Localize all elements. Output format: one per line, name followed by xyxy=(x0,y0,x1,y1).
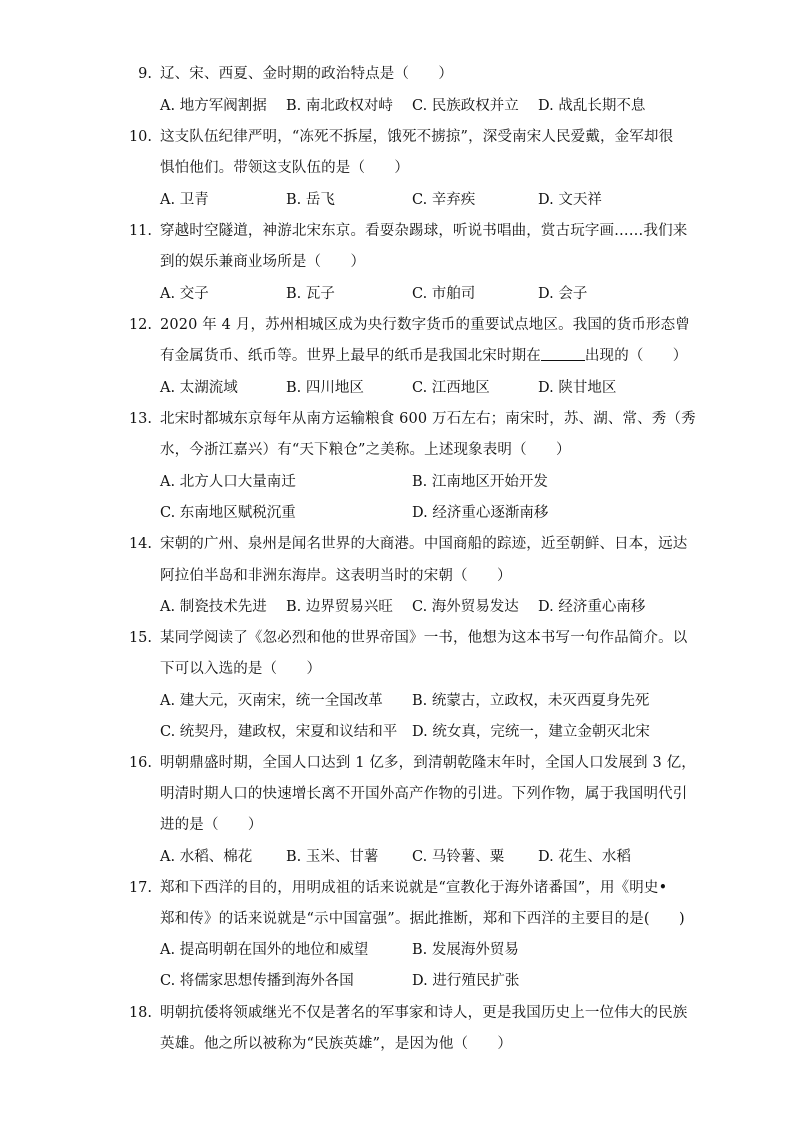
option-d: D. 文天祥 xyxy=(538,192,602,208)
question-stem xyxy=(160,345,688,367)
question-16-line-2 xyxy=(0,783,793,805)
question-11-options xyxy=(0,283,793,305)
question-stem: 辽、宋、西夏、金时期的政治特点是（ ） xyxy=(160,66,453,82)
question-16-options xyxy=(0,846,793,868)
answer-blank xyxy=(541,346,585,361)
question-stem: 到的娱乐兼商业场所是（ ） xyxy=(160,254,366,270)
option-d: D. 花生、水稻 xyxy=(538,849,631,865)
question-stem: 明朝抗倭将领戚继光不仅是著名的军事家和诗人，更是我国历史上一位伟大的民族 xyxy=(160,1005,688,1021)
option-b: B. 岳飞 xyxy=(286,192,335,208)
option-a: A. 水稻、棉花 xyxy=(160,849,253,865)
question-stem: 宋朝的广州、泉州是闻名世界的大商港。中国商船的踪迹，近至朝鲜、日本，远达 xyxy=(160,536,688,552)
option-c: C. 将儒家思想传播到海外各国 xyxy=(160,973,354,989)
question-18-line-1 xyxy=(0,1002,793,1024)
question-number: 15. xyxy=(128,630,152,646)
option-c: C. 统契丹，建政权，宋夏和议结和平 xyxy=(160,724,398,740)
question-stem: 明朝鼎盛时期，全国人口达到 1 亿多，到清朝乾隆末年时，全国人口发展到 3 亿， xyxy=(160,755,696,771)
question-stem: 郑和传》的话来说就是“示中国富强”。据此推断，郑和下西洋的主要目的是( ) xyxy=(160,911,685,927)
question-17-options-1 xyxy=(0,939,793,961)
question-stem: 北宋时都城东京每年从南方运输粮食 600 万石左右；南宋时，苏、湖、常、秀（秀 xyxy=(160,411,696,427)
option-b: B. 统蒙古，立政权，未灭西夏身先死 xyxy=(412,693,650,709)
option-c: C. 市舶司 xyxy=(412,286,476,302)
question-13-options-2 xyxy=(0,502,793,524)
question-9-line-1 xyxy=(0,63,793,85)
question-stem: 进的是（ ） xyxy=(160,817,263,833)
question-16-line-1 xyxy=(0,752,793,774)
option-b: B. 四川地区 xyxy=(286,380,364,396)
option-b: B. 玉米、甘薯 xyxy=(286,849,379,865)
question-12-line-2 xyxy=(0,345,793,367)
question-14-line-2 xyxy=(0,565,793,587)
option-b: B. 发展海外贸易 xyxy=(412,942,519,958)
option-a: A. 太湖流域 xyxy=(160,380,238,396)
question-11-line-1 xyxy=(0,220,793,242)
question-17-options-2 xyxy=(0,970,793,992)
question-number: 16. xyxy=(128,755,152,771)
question-number: 13. xyxy=(128,411,152,427)
stem-text: 出现的（ ） xyxy=(584,348,688,364)
option-a: A. 提高明朝在国外的地位和威望 xyxy=(160,942,369,958)
question-10-line-2 xyxy=(0,157,793,179)
option-a: A. 建大元，灭南宋，统一全国改革 xyxy=(160,693,383,709)
question-11-line-2 xyxy=(0,251,793,273)
option-c: C. 民族政权并立 xyxy=(412,98,519,114)
question-stem: 阿拉伯半岛和非洲东海岸。这表明当时的宋朝（ ） xyxy=(160,568,512,584)
question-stem: 惧怕他们。带领这支队伍的是（ ） xyxy=(160,160,410,176)
question-stem: 穿越时空隧道，神游北宋东京。看耍杂踢球，听说书唱曲，赏古玩字画……我们来 xyxy=(160,223,688,239)
question-number: 18. xyxy=(128,1005,152,1021)
question-10-line-1 xyxy=(0,126,793,148)
question-13-options-1 xyxy=(0,471,793,493)
option-d: D. 进行殖民扩张 xyxy=(412,973,520,989)
question-number: 11. xyxy=(128,223,152,239)
question-9-options xyxy=(0,95,793,117)
option-a: A. 北方人口大量南迁 xyxy=(160,474,296,490)
question-stem: 郑和下西洋的目的，用明成祖的话来说就是“宣教化于海外诸番国”，用《明史• xyxy=(160,880,668,896)
question-number: 10. xyxy=(128,129,152,145)
option-b: B. 瓦子 xyxy=(286,286,335,302)
question-stem: 英雄。他之所以被称为“民族英雄”，是因为他（ ） xyxy=(160,1036,513,1052)
option-b: B. 边界贸易兴旺 xyxy=(286,599,393,615)
option-c: C. 海外贸易发达 xyxy=(412,599,519,615)
option-d: D. 陕甘地区 xyxy=(538,380,617,396)
option-d: D. 战乱长期不息 xyxy=(538,98,646,114)
option-b: B. 南北政权对峙 xyxy=(286,98,393,114)
question-14-options xyxy=(0,596,793,618)
question-18-line-2 xyxy=(0,1033,793,1055)
question-17-line-2 xyxy=(0,908,793,930)
option-c: C. 马铃薯、粟 xyxy=(412,849,505,865)
question-stem: 2020 年 4 月，苏州相城区成为央行数字货币的重要试点地区。我国的货币形态曾 xyxy=(160,317,690,333)
question-number: 14. xyxy=(128,536,152,552)
option-c: C. 江西地区 xyxy=(412,380,490,396)
option-d: D. 经济重心南移 xyxy=(538,599,646,615)
question-14-line-1 xyxy=(0,533,793,555)
question-stem: 明清时期人口的快速增长离不开国外高产作物的引进。下列作物，属于我国明代引 xyxy=(160,786,688,802)
question-15-options-2 xyxy=(0,721,793,743)
question-12-options xyxy=(0,377,793,399)
option-a: A. 地方军阀割据 xyxy=(160,98,267,114)
question-number: 12. xyxy=(128,317,152,333)
question-10-options xyxy=(0,189,793,211)
option-c: C. 辛弃疾 xyxy=(412,192,476,208)
question-15-line-2 xyxy=(0,658,793,680)
question-stem: 这支队伍纪律严明，“冻死不拆屋，饿死不掳掠”，深受南宋人民爱戴，金军却很 xyxy=(160,129,674,145)
question-15-options-1 xyxy=(0,690,793,712)
question-15-line-1 xyxy=(0,627,793,649)
question-16-line-3 xyxy=(0,814,793,836)
option-a: A. 交子 xyxy=(160,286,209,302)
option-d: D. 统女真，完统一，建立金朝灭北宋 xyxy=(412,724,650,740)
question-stem: 下可以入选的是（ ） xyxy=(160,661,322,677)
question-17-line-1 xyxy=(0,877,793,899)
option-b: B. 江南地区开始开发 xyxy=(412,474,548,490)
stem-text: 有金属货币、纸币等。世界上最早的纸币是我国北宋时期在 xyxy=(160,348,541,364)
option-a: A. 制瓷技术先进 xyxy=(160,599,267,615)
question-12-line-1 xyxy=(0,314,793,336)
question-number: 9. xyxy=(138,66,152,82)
option-d: D. 经济重心逐渐南移 xyxy=(412,505,549,521)
question-number: 17. xyxy=(128,880,152,896)
option-c: C. 东南地区赋税沉重 xyxy=(160,505,296,521)
question-13-line-1 xyxy=(0,408,793,430)
option-a: A. 卫青 xyxy=(160,192,209,208)
option-d: D. 会子 xyxy=(538,286,588,302)
question-stem: 某同学阅读了《忽必烈和他的世界帝国》一书，他想为这本书写一句作品简介。以 xyxy=(160,630,688,646)
question-stem: 水，今浙江嘉兴）有“天下粮仓”之美称。上述现象表明（ ） xyxy=(160,442,571,458)
question-13-line-2 xyxy=(0,439,793,461)
